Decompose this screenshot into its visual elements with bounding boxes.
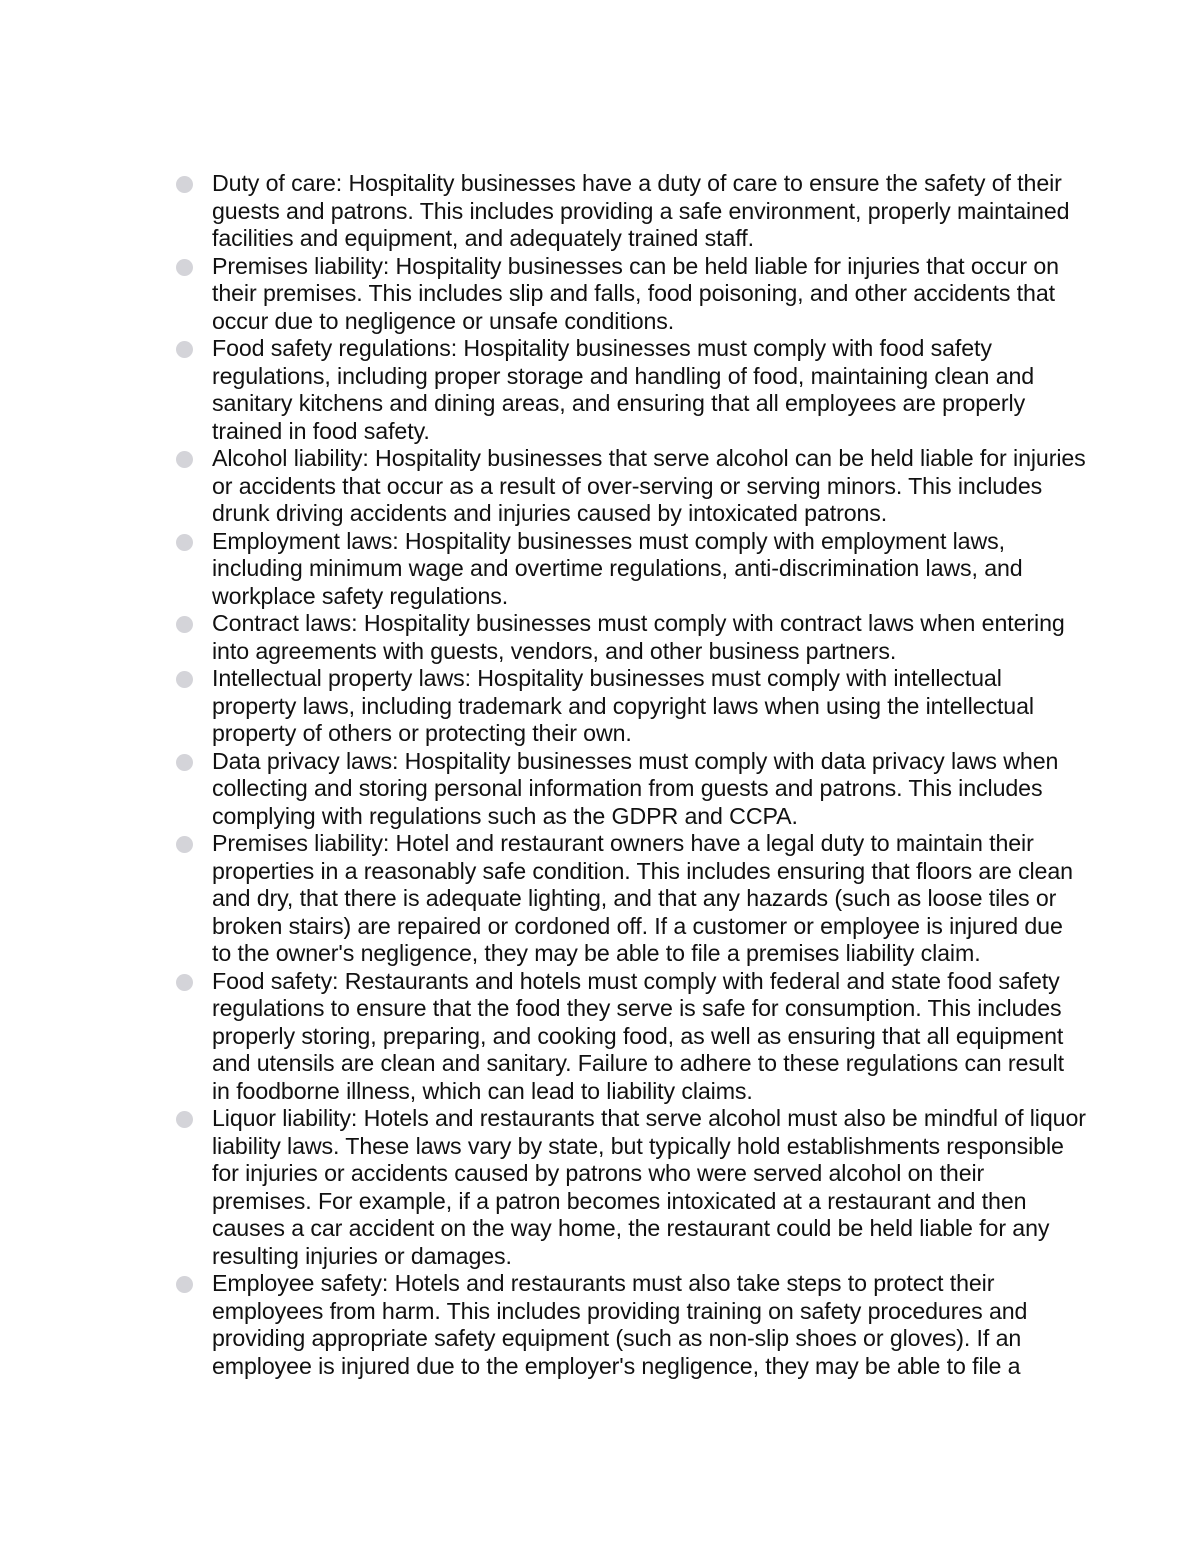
- list-item-text: Contract laws: Hospitality businesses must comply with contract laws when entering into agreements with guests, vendors, and other business partners.: [212, 610, 1065, 664]
- bullet-dot-icon: [176, 1111, 193, 1128]
- bullet-dot-icon: [176, 616, 193, 633]
- list-item-text: Alcohol liability: Hospitality businesses that serve alcohol can be held liable for injuries or accidents that occur as a result of over-serving or serving minors. This includes drunk driving accidents and injuries caused by intoxicated patrons.: [212, 445, 1086, 526]
- list-item-text: Premises liability: Hospitality businesses can be held liable for injuries that occur on their premises. This includes slip and falls, food poisoning, and other accidents that occur due to negligence or unsafe conditions.: [212, 252, 1059, 334]
- list-item: [176, 665, 1086, 748]
- bullet-dot-icon: [176, 451, 193, 468]
- list-item-text: Premises liability: Hotel and restaurant owners have a legal duty to maintain their properties in a reasonably safe condition. This includes ensuring that floors are clean and dry, that there is adequate lighting, and that any hazards (such as loose tiles or broken stairs) are repaired or cordoned off. If a customer or employee is injured due to the owner's negligence, they may be able to file a premises liability claim.: [212, 830, 1073, 966]
- list-item: [176, 528, 1086, 611]
- bullet-list: [176, 170, 1086, 1380]
- list-item-text: Duty of care: Hospitality businesses have a duty of care to ensure the safety of their guests and patrons. This includes providing a safe environment, properly maintained facilities and equipment, and adequately trained staff.: [212, 170, 1070, 251]
- bullet-dot-icon: [176, 836, 193, 853]
- list-item-text: Employment laws: Hospitality businesses must comply with employment laws, including minimum wage and overtime regulations, anti-discrimination laws, and workplace safety regulations.: [212, 527, 1023, 609]
- bullet-dot-icon: [176, 1276, 193, 1293]
- list-item: [176, 610, 1086, 665]
- list-item-text: Data privacy laws: Hospitality businesses must comply with data privacy laws when collecting and storing personal information from guests and patrons. This includes complying with regulations such as the GDPR and CCPA.: [212, 747, 1059, 829]
- list-item-text: Employee safety: Hotels and restaurants must also take steps to protect their employees from harm. This includes providing training on safety procedures and providing appropriate safety equipment (such as non-slip shoes or gloves). If an employee is injured due to the employer's negligence, they may be able to file a: [212, 1270, 1028, 1379]
- list-item-text: Liquor liability: Hotels and restaurants that serve alcohol must also be mindful of liquor liability laws. These laws vary by state, but typically hold establishments responsible for injuries or accidents caused by patrons who were served alcohol on their premises. For example, if a patron becomes intoxicated at a restaurant and then causes a car accident on the way home, the restaurant could be held liable for any resulting injuries or damages.: [212, 1105, 1086, 1269]
- bullet-dot-icon: [176, 341, 193, 358]
- list-item: [176, 748, 1086, 831]
- list-item: [176, 445, 1086, 528]
- list-item: [176, 968, 1086, 1106]
- bullet-dot-icon: [176, 754, 193, 771]
- list-item: [176, 170, 1086, 253]
- bullet-dot-icon: [176, 671, 193, 688]
- list-item: [176, 1105, 1086, 1270]
- bullet-dot-icon: [176, 259, 193, 276]
- bullet-dot-icon: [176, 974, 193, 991]
- bullet-dot-icon: [176, 534, 193, 551]
- list-item-text: Food safety regulations: Hospitality businesses must comply with food safety regulations, including proper storage and handling of food, maintaining clean and sanitary kitchens and dining areas, and ensuring that all employees are properly trained in food safety.: [212, 335, 1035, 444]
- list-item: [176, 335, 1086, 445]
- list-item: [176, 830, 1086, 968]
- list-item-text: Intellectual property laws: Hospitality businesses must comply with intellectual property laws, including trademark and copyright laws when using the intellectual property of others or protecting their own.: [212, 665, 1034, 746]
- list-item-text: Food safety: Restaurants and hotels must comply with federal and state food safety regulations to ensure that the food they serve is safe for consumption. This includes properly storing, preparing, and cooking food, as well as ensuring that all equipment and utensils are clean and sanitary. Failure to adhere to these regulations can result in foodborne illness, which can lead to liability claims.: [212, 967, 1064, 1104]
- bullet-dot-icon: [176, 176, 193, 193]
- list-item: [176, 1270, 1086, 1380]
- list-item: [176, 253, 1086, 336]
